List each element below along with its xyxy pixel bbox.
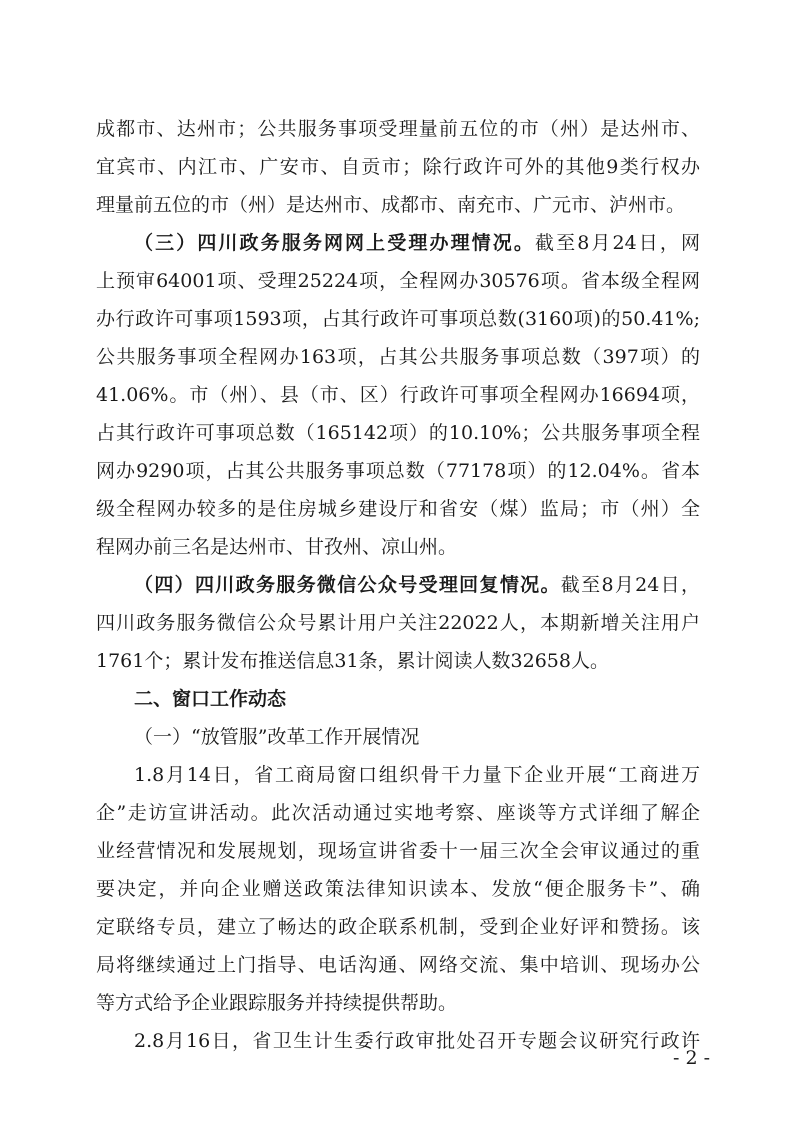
body-line: 公共服务事项全程网办163项，占其公共服务事项总数（397项）的 <box>96 346 700 368</box>
paragraph-lead-line <box>96 224 700 262</box>
body-text: 截至8月24日， <box>560 574 700 596</box>
subsection-heading: （一）“放管服”改革工作开展情况 <box>134 726 420 748</box>
body-line: 理量前五位的市（州）是达州市、成都市、南充市、广元市、泸州市。 <box>96 194 686 216</box>
body-line: 程网办前三名是达州市、甘孜州、凉山州。 <box>96 536 458 558</box>
body-line: 局将继续通过上门指导、电话沟通、网络交流、集中培训、现场办公 <box>96 954 700 976</box>
body-line: 定联络专员，建立了畅达的政企联系机制，受到企业好评和赞扬。该 <box>96 916 700 938</box>
body-line: 41.06%。市（州）、县（市、区）行政许可事项全程网办16694项， <box>96 384 700 406</box>
body-line: 要决定，并向企业赠送政策法律知识读本、发放“便企服务卡”、确 <box>96 878 700 900</box>
body-line: 企”走访宣讲活动。此次活动通过实地考察、座谈等方式详细了解企 <box>96 802 700 824</box>
section-heading-inline: （三）四川政务服务网网上受理办理情况。 <box>134 232 535 254</box>
body-line: 上预审64001项、受理25224项，全程网办30576项。省本级全程网 <box>96 270 700 292</box>
body-text: 截至8月24日，网 <box>535 232 700 254</box>
body-line: 1761个；累计发布推送信息31条，累计阅读人数32658人。 <box>96 650 609 672</box>
body-line: 网办9290项，占其公共服务事项总数（77178项）的12.04%。省本 <box>96 460 700 482</box>
paragraph-lead-line <box>96 566 700 604</box>
body-line: 宜宾市、内江市、广安市、自贡市；除行政许可外的其他9类行权办 <box>96 156 700 178</box>
section-heading-inline: （四）四川政务服务微信公众号受理回复情况。 <box>134 574 561 596</box>
body-line: 占其行政许可事项总数（165142项）的10.10%；公共服务事项全程 <box>96 422 700 444</box>
body-line: 业经营情况和发展规划，现场宣讲省委十一届三次全会审议通过的重 <box>96 840 700 862</box>
section-heading: 二、窗口工作动态 <box>134 688 287 710</box>
body-line: 等方式给予企业跟踪服务并持续提供帮助。 <box>96 992 458 1014</box>
body-line: 四川政务服务微信公众号累计用户关注22022人，本期新增关注用户 <box>96 612 700 634</box>
body-line: 1.8月14日，省工商局窗口组织骨干力量下企业开展“工商进万 <box>134 764 700 786</box>
page-number: - 2 - <box>672 1047 710 1069</box>
document-body <box>96 110 700 1060</box>
body-line: 成都市、达州市；公共服务事项受理量前五位的市（州）是达州市、 <box>96 118 700 140</box>
body-line: 级全程网办较多的是住房城乡建设厅和省安（煤）监局；市（州）全 <box>96 498 700 520</box>
body-line: 2.8月16日，省卫生计生委行政审批处召开专题会议研究行政许 <box>134 1030 700 1052</box>
body-line: 办行政许可事项1593项，占其行政许可事项总数(3160项)的50.41%; <box>96 308 700 330</box>
